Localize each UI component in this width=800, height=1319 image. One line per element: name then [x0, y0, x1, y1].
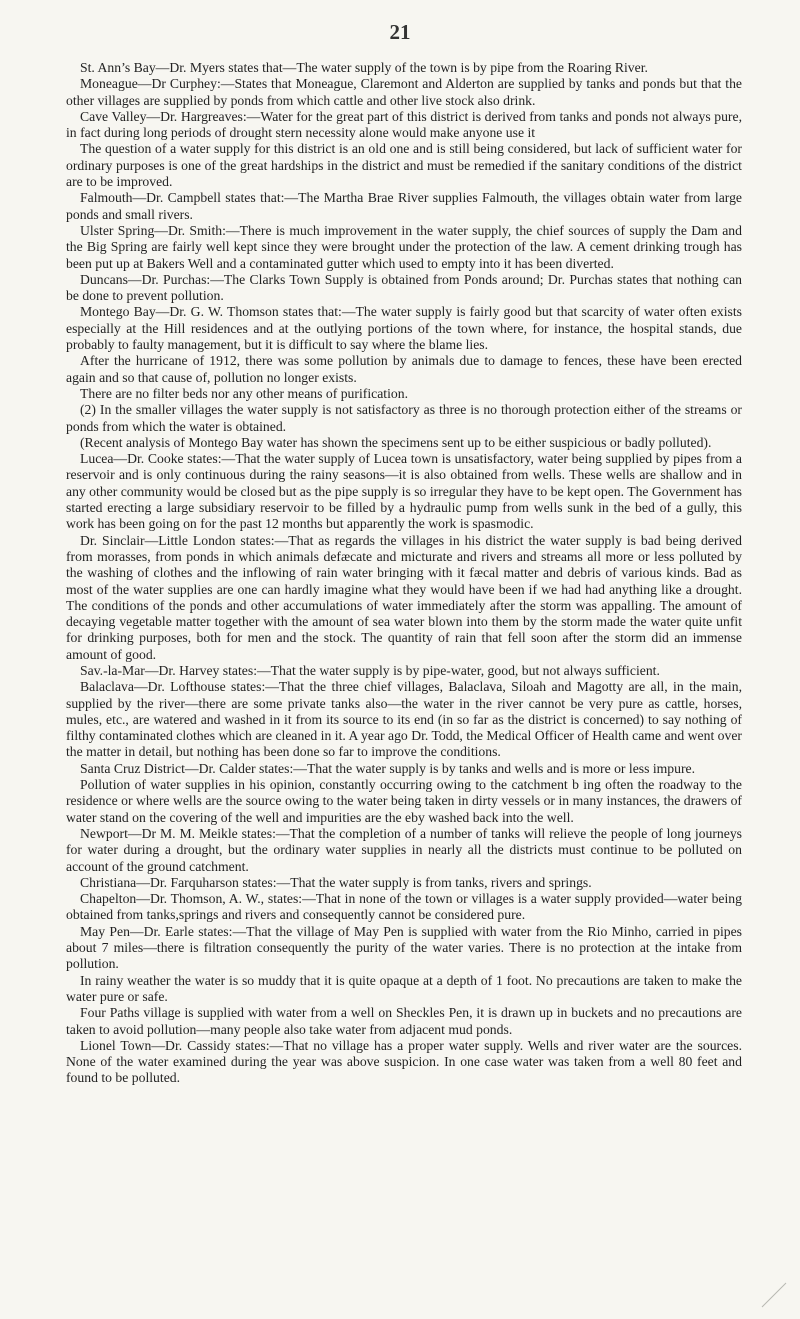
paragraph-santa-cruz-pollution: Pollution of water supplies in his opinion, constantly occurring owing to the catchment b ing often the roadway to the residence or where wells are the source owing to the water being taken in dirty vessels or in many instances, the drawers of water stand on the covering of the well and impurities are the eby washed back into the well.: [66, 777, 742, 825]
paragraph-sav-la-mar: Sav.-la-Mar—Dr. Harvey states:—That the water supply is by pipe-water, good, but not always sufficient.: [80, 662, 660, 678]
paragraph-montego-bay-analysis: (Recent analysis of Montego Bay water has shown the specimens sent up to be either suspicious or badly polluted).: [80, 434, 712, 450]
paragraph-duncans: Duncans—Dr. Purchas:—The Clarks Town Supply is obtained from Ponds around; Dr. Purchas states that nothing can be done to prevent pollution.: [66, 271, 742, 304]
paragraph-montego-bay: Montego Bay—Dr. G. W. Thomson states that:—The water supply is fairly good but that scarcity of water often exists especially at the Hill residences and at the outlying portions of the town where, for instance, the hospital stands, due probably to faulty management, but it is difficult to say where the blame lies.: [66, 304, 742, 353]
paragraph-may-pen-rainy: In rainy weather the water is so muddy that it is quite opaque at a depth of 1 foot. No precautions are taken to make the water pure or safe.: [66, 972, 742, 1004]
paragraph-chapelton: Chapelton—Dr. Thomson, A. W., states:—That in none of the town or villages is a water supply provided—water being obtained from tanks,springs and rivers and consequently cannot be considered pure.: [66, 891, 742, 923]
paragraph-four-paths: Four Paths village is supplied with water from a well on Sheckles Pen, it is drawn up in buckets and no precautions are taken to avoid pollution—many people also take water from adjacent mud ponds.: [66, 1005, 742, 1037]
paragraph-lionel-town: Lionel Town—Dr. Cassidy states:—That no village has a proper water supply. Wells and river water are the sources. None of the water examined during the year was above suspicion. In one case water was taken from a well 80 feet and found to be polluted.: [66, 1037, 742, 1086]
paragraph-falmouth: Falmouth—Dr. Campbell states that:—The Martha Brae River supplies Falmouth, the villages obtain water from large ponds and small rivers.: [66, 190, 742, 222]
paragraph-little-london: Dr. Sinclair—Little London states:—That as regards the villages in his district the water supply is bad being derived from morasses, from ponds in which animals defæcate and micturate and rivers and streams all more or less polluted by the washing of clothes and the inflowing of rain water bringing with it fæcal matter and debris of various kinds. Bad as most of the water supplies are one can hardly imagine what they would have been if we had had anything like a drought. The conditions of the ponds and other accumulations of water immediately after the storm was appalling. The amount of decaying vegetable matter together with the amount of sea water blown into them by the storm made the water quite unfit for drinking purposes, both for men and the stock. The quantity of rain that fell soon after the storm did an immense amount of good.: [66, 532, 742, 662]
paragraph-cave-valley-question: The question of a water supply for this district is an old one and is still being considered, but lack of sufficient water for ordinary purposes is one of the great hardships in the district and must be remedied if the sanitary conditions of the district are to be improved.: [66, 141, 742, 190]
paragraph-balaclava: Balaclava—Dr. Lofthouse states:—That the three chief villages, Balaclava, Siloah and Magotty are all, in the main, supplied by the river—there are some private tanks also—the water in the river cannot be very pure as cattle, horses, mules, etc., are watered and washed in it from its source to its end (in so far as the district is concerned) to say nothing of filthy contaminated clothes which are cleaned in it. A year ago Dr. Todd, the Medical Officer of Health came and went over the matter in detail, but nothing has been done so far to improve the conditions.: [66, 679, 742, 760]
paragraph-st-anns-bay: St. Ann’s Bay—Dr. Myers states that—The water supply of the town is by pipe from the Roaring River.: [80, 60, 648, 75]
paragraph-montego-bay-hurricane: After the hurricane of 1912, there was some pollution by animals due to damage to fences, these have been erected again and so that cause of, pollution no longer exists.: [66, 353, 742, 385]
paragraph-ulster-spring: Ulster Spring—Dr. Smith:—There is much improvement in the water supply, the chief sources of supply the Dam and the Big Spring are fairly well kept since they were brought under the protection of the law. A cement drinking trough has been put up at Bakers Well and a contaminated gutter which used to empty into it has been diverted.: [66, 222, 742, 271]
paragraph-newport: Newport—Dr M. M. Meikle states:—That the completion of a number of tanks will relieve the people of long journeys for water during a drought, but the ordinary water supplies in nearly all the districts must continue to be polluted on account of the ground catchment.: [66, 825, 742, 874]
paragraph-moneague: Moneague—Dr Curphey:—States that Moneague, Claremont and Alderton are supplied by tanks and ponds but that the other villages are supplied by ponds from which cattle and other live stock also drink.: [66, 76, 742, 108]
paragraph-santa-cruz: Santa Cruz District—Dr. Calder states:—That the water supply is by tanks and wells and is more or less impure.: [80, 760, 696, 776]
paragraph-montego-bay-villages: (2) In the smaller villages the water supply is not satisfactory as three is no thorough protection either of the streams or ponds from which the water is obtained.: [66, 402, 742, 434]
report-text: [66, 60, 742, 1087]
paragraph-cave-valley: Cave Valley—Dr. Hargreaves:—Water for the great part of this district is derived from tanks and ponds not always pure, in fact during long periods of drought stern necessity alone would make anyone use it: [66, 108, 742, 141]
paragraph-montego-bay-filters: There are no filter beds nor any other means of purification.: [80, 385, 408, 401]
paragraph-christiana: Christiana—Dr. Farquharson states:—That the water supply is from tanks, rivers and springs.: [80, 874, 592, 890]
page-number: 21: [389, 20, 411, 44]
pencil-mark-icon: [758, 1279, 788, 1309]
paragraph-lucea: Lucea—Dr. Cooke states:—That the water supply of Lucea town is unsatisfactory, water being supplied by pipes from a reservoir and is only continuous during the rainy seasons—it is also obtained from wells. These wells are shallow and in any other community would be closed but as the pipe supply is so irregular they have to be kept open. The Government has started erecting a large subsidiary reservoir to be filled by a hydraulic pump from wells sunk in the bed of a gully, this work has been going on for the past 12 months but apparently the work is spasmodic.: [66, 451, 742, 532]
paragraph-may-pen: May Pen—Dr. Earle states:—That the village of May Pen is supplied with water from the Rio Minho, carried in pipes about 7 miles—there is filtration consequently the purity of the water varies. There is no protection at the intake from pollution.: [66, 923, 742, 972]
